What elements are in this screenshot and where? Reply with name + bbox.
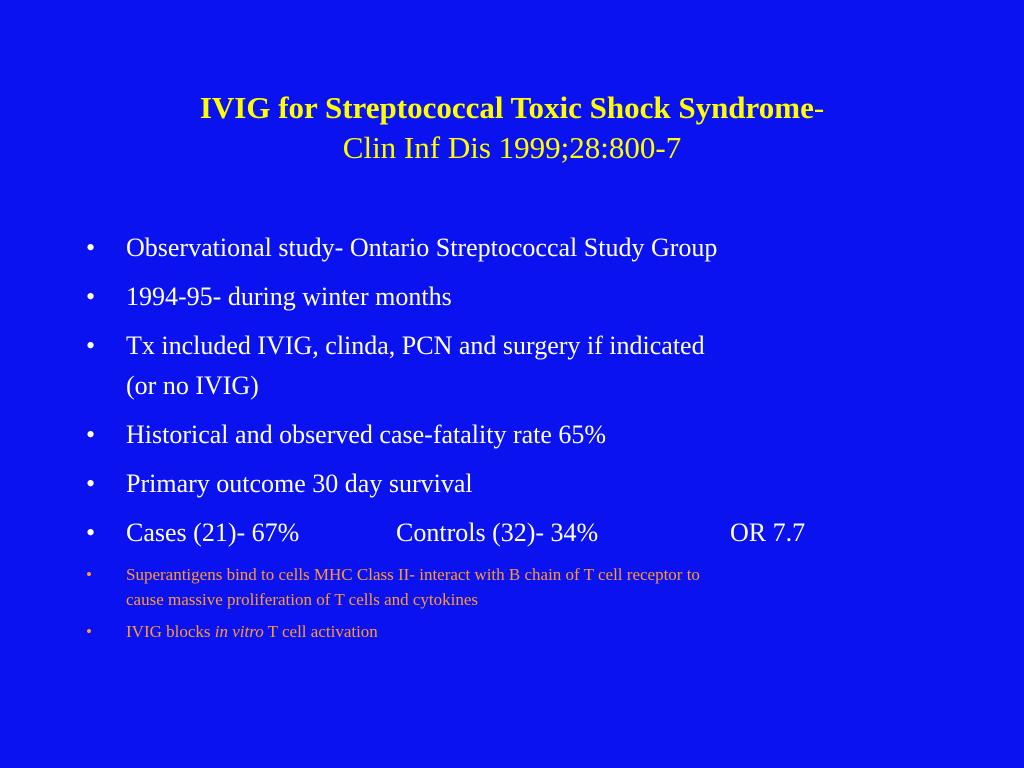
odds-ratio: OR 7.7 [730, 518, 806, 547]
bullet-text: Historical and observed case-fatality rate 65% [126, 420, 607, 449]
bullet-icon: • [86, 420, 96, 449]
bullet-icon: • [86, 469, 96, 498]
bullet-icon: • [86, 233, 96, 262]
note-item [86, 562, 986, 612]
ivig-note-italic: in vitro [214, 622, 264, 641]
list-item [86, 277, 986, 317]
list-item [86, 228, 986, 268]
bullet-list [86, 228, 986, 651]
bullet-icon: • [86, 518, 96, 547]
note-item [86, 619, 986, 644]
bullet-icon: • [86, 565, 92, 584]
ivig-note-prefix: IVIG blocks [126, 622, 215, 641]
controls-result: Controls (32)- 34% [396, 518, 599, 547]
bullet-icon: • [86, 622, 92, 641]
results-item [86, 513, 986, 553]
ivig-note-suffix: T cell activation [263, 622, 378, 641]
bullet-text: Tx included IVIG, clinda, PCN and surgery if indicated [126, 331, 705, 360]
bullet-icon: • [86, 282, 96, 311]
title-dash: - [813, 90, 825, 125]
bullet-text: Primary outcome 30 day survival [126, 469, 473, 498]
note-text-continuation: cause massive proliferation of T cells and cytokines [126, 590, 479, 609]
bullet-text-continuation: (or no IVIG) [126, 371, 259, 400]
list-item [86, 464, 986, 504]
note-text: Superantigens bind to cells MHC Class II- interact with B chain of T cell receptor to [126, 565, 700, 584]
cases-result: Cases (21)- 67% [126, 518, 300, 547]
list-item [86, 326, 986, 406]
bullet-icon: • [86, 331, 96, 360]
title-main: IVIG for Streptococcal Toxic Shock Syndrome [199, 90, 814, 125]
slide-title [40, 88, 984, 168]
title-citation: Clin Inf Dis 1999;28:800-7 [342, 130, 682, 165]
list-item [86, 415, 986, 455]
bullet-text: 1994-95- during winter months [126, 282, 452, 311]
bullet-text: Observational study- Ontario Streptococcal Study Group [126, 233, 718, 262]
